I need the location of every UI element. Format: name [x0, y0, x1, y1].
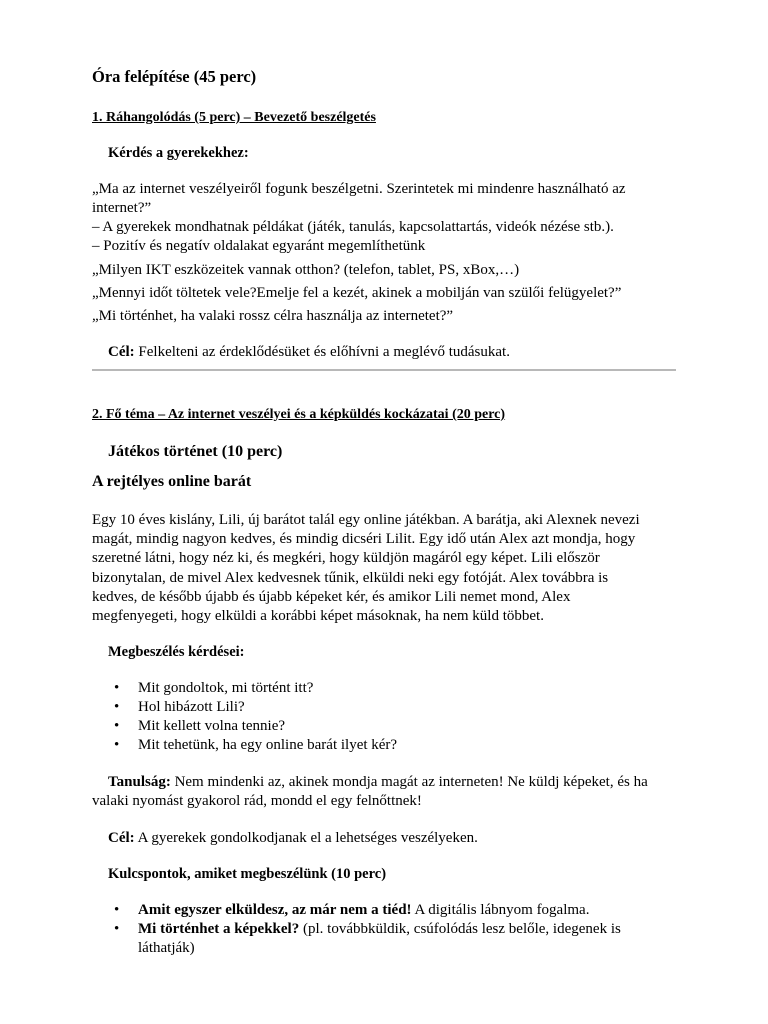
bullet-icon: • [114, 737, 120, 753]
quote-1-line-2: internet?” [92, 200, 152, 216]
dash-line-1: – A gyerekek mondhatnak példákat (játék, tanulás, kapcsolattartás, videók nézése stb.). [92, 219, 614, 235]
section-2-heading: 2. Fő téma – Az internet veszélyei és a képküldés kockázatai (20 perc) [92, 407, 506, 422]
list-item: • Mit gondoltok, mi történt itt? [114, 680, 314, 696]
list-item: • Mit tehetünk, ha egy online barát ilyet kér? [114, 737, 398, 753]
discussion-list [114, 679, 674, 755]
lesson-label: Tanulság: [108, 774, 171, 790]
bullet-icon: • [114, 680, 120, 696]
story-paragraph [92, 511, 640, 626]
story-line: Egy 10 éves kislány, Lili, új barátot talál egy online játékban. A barátja, aki Alexnek nevezi [92, 512, 640, 528]
bullet-icon: • [114, 902, 120, 918]
bullet-icon: • [114, 921, 120, 937]
divider [92, 369, 676, 371]
goal-text: Felkelteni az érdeklődésüket és előhívni a meglévő tudásukat. [134, 344, 510, 360]
keypoints-list [114, 901, 674, 958]
story-title: A rejtélyes online barát [92, 473, 252, 490]
goal-text: A gyerekek gondolkodjanak el a lehetséges veszélyeken. [134, 830, 478, 846]
lesson-line-2: valaki nyomást gyakorol rád, mondd el egy felnőttnek! [92, 793, 422, 810]
page-title: Óra felépítése (45 perc) [92, 67, 257, 86]
dash-line-2: – Pozitív és negatív oldalakat egyaránt megemlíthetünk [92, 238, 426, 254]
section-2-goal [108, 829, 478, 848]
bullet-icon: • [114, 718, 120, 734]
list-item: • Mit kellett volna tennie? [114, 718, 286, 734]
quote-2: „Milyen IKT eszközeitek vannak otthon? (telefon, tablet, PS, xBox,…) [92, 262, 520, 278]
goal-label: Cél: [108, 830, 135, 846]
discussion-label: Megbeszélés kérdései: [108, 644, 245, 660]
bullet-icon: • [114, 699, 120, 715]
quote-1-line-1: „Ma az internet veszélyeiről fogunk beszélgetni. Szerintetek mi mindenre használható az [92, 181, 626, 197]
story-line: szeretné látni, hogy néz ki, és megkéri, hogy küldjön magáról egy képet. Lili először [92, 550, 600, 567]
lesson-line-1: Tanulság: Nem mindenki az, akinek mondja magát az interneten! Ne küldj képeket, és ha [108, 774, 648, 790]
story-line: bizonytalan, de mivel Alex kedvesnek tűnik, elküldi neki egy fotóját. Alex továbbra is [92, 569, 609, 586]
section-1-heading: 1. Ráhangolódás (5 perc) – Bevezető beszélgetés [92, 110, 376, 125]
questions-label: Kérdés a gyerekekhez: [108, 145, 249, 161]
quote-3: „Mennyi időt töltetek vele?Emelje fel a kezét, akinek a mobilján van szülői felügyelet?” [92, 285, 622, 301]
list-item: • Hol hibázott Lili? [114, 699, 245, 715]
lesson-paragraph [92, 773, 648, 811]
goal-label: Cél: [108, 344, 135, 360]
quote-4: „Mi történhet, ha valaki rossz célra használja az internetet?” [92, 308, 454, 324]
story-line: magát, mindig nagyon kedves, és mindig dicséri Lilit. Egy idő után Alex azt mondja, hogy [92, 531, 636, 548]
section-1-goal [108, 343, 510, 362]
story-line: kedves, de később újabb és újabb képeket kér, és amikor Lili nemet mond, Alex [92, 588, 571, 605]
list-item: • Mi történhet a képekkel? (pl. továbbküldik, csúfolódás lesz belőle, idegenek is láthatják) [114, 921, 621, 956]
story-line: megfenyegeti, hogy elküldi a korábbi képet másoknak, ha nem küld többet. [92, 608, 544, 625]
keypoints-label: Kulcspontok, amiket megbeszélünk (10 perc) [108, 866, 387, 882]
story-label: Játékos történet (10 perc) [108, 443, 283, 460]
list-item: • Amit egyszer elküldesz, az már nem a tiéd! A digitális lábnyom fogalma. [114, 902, 590, 918]
